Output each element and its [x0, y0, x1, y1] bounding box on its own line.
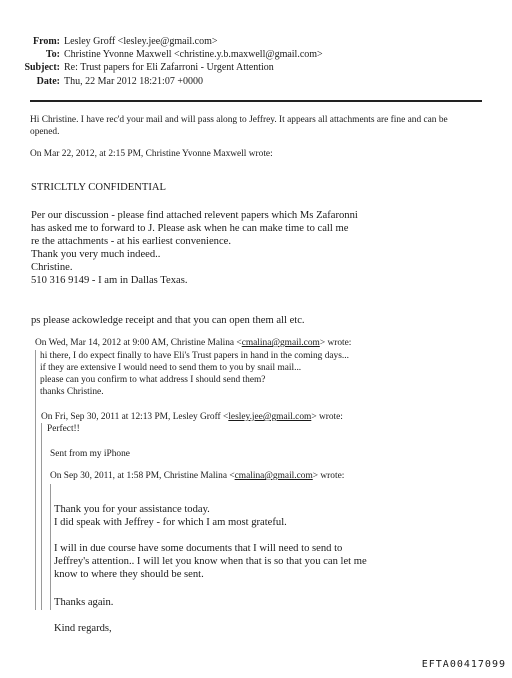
quote1-heading: STRICLTLY CONFIDENTIAL: [31, 182, 166, 193]
to-label: To:: [45, 49, 60, 60]
quote2-attribution-suffix: > wrote:: [319, 338, 352, 348]
subject-label: Subject:: [24, 62, 60, 73]
quote2-line: hi there, I do expect finally to have Eli's Trust papers in hand in the coming days...: [40, 351, 349, 361]
quote1-line: Christine.: [31, 262, 73, 273]
subject-value: Re: Trust papers for Eli Zafarroni - Urgent Attention: [64, 62, 274, 73]
quote2-line: if they are extensive I would need to send them to you by snail mail...: [40, 363, 302, 373]
quote4-attribution-prefix: On Sep 30, 2011, at 1:58 PM, Christine Malina <: [50, 471, 235, 481]
quote1-line: Thank you very much indeed..: [31, 249, 161, 260]
bates-number: EFTA00417099: [421, 659, 506, 670]
reply-line-2: opened.: [30, 127, 60, 137]
quote3-attribution-prefix: On Fri, Sep 30, 2011 at 12:13 PM, Lesley Groff <: [41, 412, 229, 422]
quote-bar: [50, 484, 51, 610]
quote4-line: I did speak with Jeffrey - for which I am most grateful.: [54, 517, 287, 528]
quote4-attribution-suffix: > wrote:: [312, 471, 345, 481]
reply-line-1: Hi Christine. I have rec'd your mail and will pass along to Jeffrey. It appears all attachments are fine and can be: [30, 115, 448, 125]
quote1-line: Per our discussion - please find attached relevent papers which Ms Zafaronni: [31, 210, 358, 221]
email-link[interactable]: cmalina@gmail.com: [241, 338, 320, 348]
quote4-attribution: [50, 470, 344, 482]
quote2-line: thanks Christine.: [40, 387, 104, 397]
quote1-attribution: On Mar 22, 2012, at 2:15 PM, Christine Yvonne Maxwell wrote:: [30, 149, 273, 159]
email-link[interactable]: cmalina@gmail.com: [234, 471, 313, 481]
quote4-line: Kind regards,: [54, 623, 112, 634]
header-divider: [30, 100, 482, 102]
quote3-line: Perfect!!: [47, 424, 80, 434]
quote4-line: know to where they should be sent.: [54, 569, 204, 580]
from-value: Lesley Groff <lesley.jee@gmail.com>: [64, 36, 218, 47]
quote2-attribution: [35, 337, 351, 349]
email-link[interactable]: lesley.jee@gmail.com: [228, 412, 312, 422]
quote4-line: Thank you for your assistance today.: [54, 504, 210, 515]
quote3-attribution-suffix: > wrote:: [311, 412, 343, 422]
quote1-line: has asked me to forward to J. Please ask when he can make time to call me: [31, 223, 349, 234]
quote2-line: please can you confirm to what address I should send them?: [40, 375, 266, 385]
quote1-line: re the attachments - at his earliest convenience.: [31, 236, 232, 247]
quote4-line: Jeffrey's attention.. I will let you know when that is so that you can let me: [54, 556, 367, 567]
quote3-sent: Sent from my iPhone: [50, 449, 130, 459]
to-value: Christine Yvonne Maxwell <christine.y.b.maxwell@gmail.com>: [64, 49, 323, 60]
quote1-ps: ps please ackowledge receipt and that you can open them all etc.: [31, 315, 305, 326]
quote3-attribution: [41, 411, 343, 423]
quote-bar: [35, 350, 36, 610]
from-label: From:: [32, 36, 60, 47]
quote4-line: I will in due course have some documents that I will need to send to: [54, 543, 343, 554]
date-value: Thu, 22 Mar 2012 18:21:07 +0000: [64, 76, 203, 87]
quote2-attribution-prefix: On Wed, Mar 14, 2012 at 9:00 AM, Christine Malina <: [35, 338, 242, 348]
quote1-line: 510 316 9149 - I am in Dallas Texas.: [31, 275, 188, 286]
date-label: Date:: [36, 76, 60, 87]
quote-bar: [41, 423, 42, 610]
quote4-line: Thanks again.: [54, 597, 114, 608]
